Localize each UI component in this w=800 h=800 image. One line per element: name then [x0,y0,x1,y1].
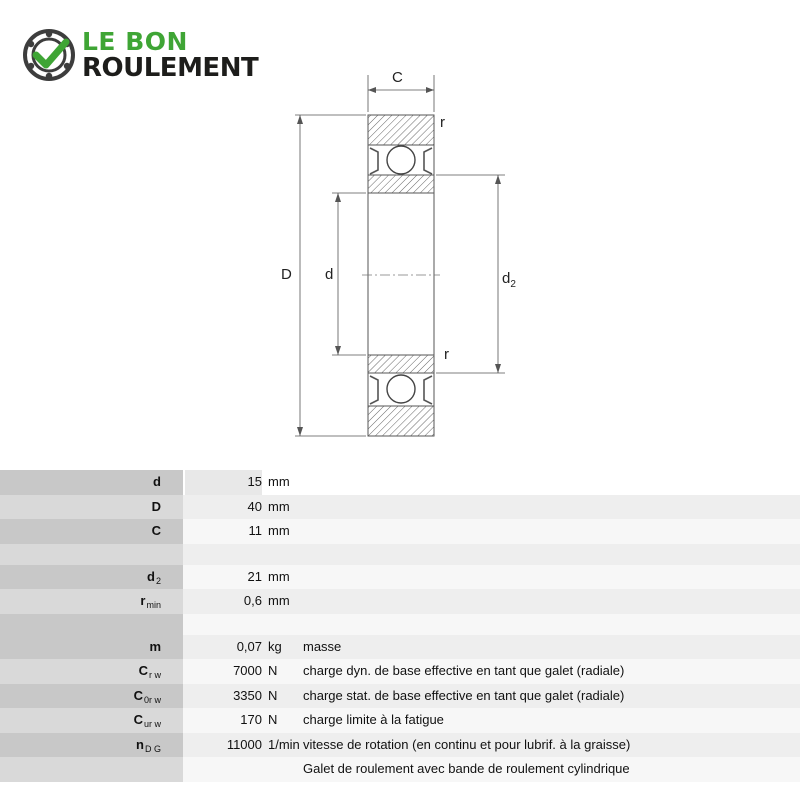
spec-value: 0,07 [236,638,262,654]
spec-unit: N [268,663,278,678]
spec-description: Galet de roulement avec bande de roulement cylindrique [303,761,630,776]
bearing-section-drawing [270,60,540,450]
spec-separator [0,544,800,565]
spec-unit: mm [268,568,290,584]
dim-label-r-mid: r [444,346,449,363]
spec-description: masse [303,638,342,654]
dim-label-d2-sub: 2 [510,279,516,290]
spec-value: 21 [247,568,262,584]
spec-label-sub: 0r w [143,694,161,705]
spec-value: 3350 [233,687,262,703]
spec-label: D [151,498,161,514]
spec-label-sub: min [146,600,161,610]
dim-label-D: D [281,266,292,283]
spec-value: 15 [185,470,262,495]
spec-row-D [0,495,800,520]
dim-label-r-top: r [440,114,445,131]
brand-logo [22,28,302,86]
spec-label: r [140,593,146,608]
spec-unit: mm [268,593,290,608]
spec-row-rmin [0,589,800,614]
dim-label-C: C [392,69,403,86]
spec-value: 0,6 [243,593,262,608]
dim-label-d: d [325,266,334,283]
spec-description: charge stat. de base effective en tant que galet (radiale) [303,687,625,703]
spec-value: 170 [240,712,262,727]
spec-description: vitesse de rotation (en continu et pour lubrif. à la graisse) [303,736,631,752]
spec-separator [0,614,800,635]
spec-value: 40 [247,498,262,514]
spec-row-c0rw [0,684,800,709]
spec-label: C [133,712,143,727]
logo-text-bottom: ROULEMENT [82,53,259,83]
spec-label: C [138,663,148,678]
dim-label-d2-main: d [502,270,511,287]
spec-row-d2 [0,565,800,590]
spec-label: d [153,474,161,489]
spec-row-crw [0,659,800,684]
spec-table [0,470,800,782]
spec-value: 11 [248,523,262,538]
bearing-cross-section-svg [270,60,540,450]
spec-label: m [149,638,161,654]
spec-label: d [147,568,155,584]
spec-unit: N [268,712,278,727]
spec-label: n [136,736,144,752]
spec-row-d [0,470,800,495]
spec-unit: kg [268,638,282,654]
spec-unit: mm [268,498,290,514]
spec-label-sub: r w [149,670,161,680]
dim-label-d2 [502,270,516,290]
spec-label: C [133,687,143,703]
spec-value: 7000 [233,663,262,678]
spec-row-mass [0,635,800,660]
spec-row-speed [0,733,800,758]
spec-unit: mm [268,523,290,538]
spec-unit: mm [268,474,290,489]
spec-label-sub: 2 [155,575,161,586]
spec-row-curw [0,708,800,733]
spec-unit: 1/min [268,736,300,752]
spec-label-sub: ur w [143,719,161,729]
spec-row-description [0,757,800,782]
spec-unit: N [268,687,278,703]
logo-text-top: LE BON [82,27,188,56]
spec-row-C [0,519,800,544]
spec-label: C [151,523,161,538]
spec-description: charge dyn. de base effective en tant que galet (radiale) [303,663,625,678]
spec-description: charge limite à la fatigue [303,712,444,727]
spec-label-sub: D G [144,743,161,754]
bearing-check-logo-icon [22,28,76,82]
spec-value: 11000 [226,736,262,752]
